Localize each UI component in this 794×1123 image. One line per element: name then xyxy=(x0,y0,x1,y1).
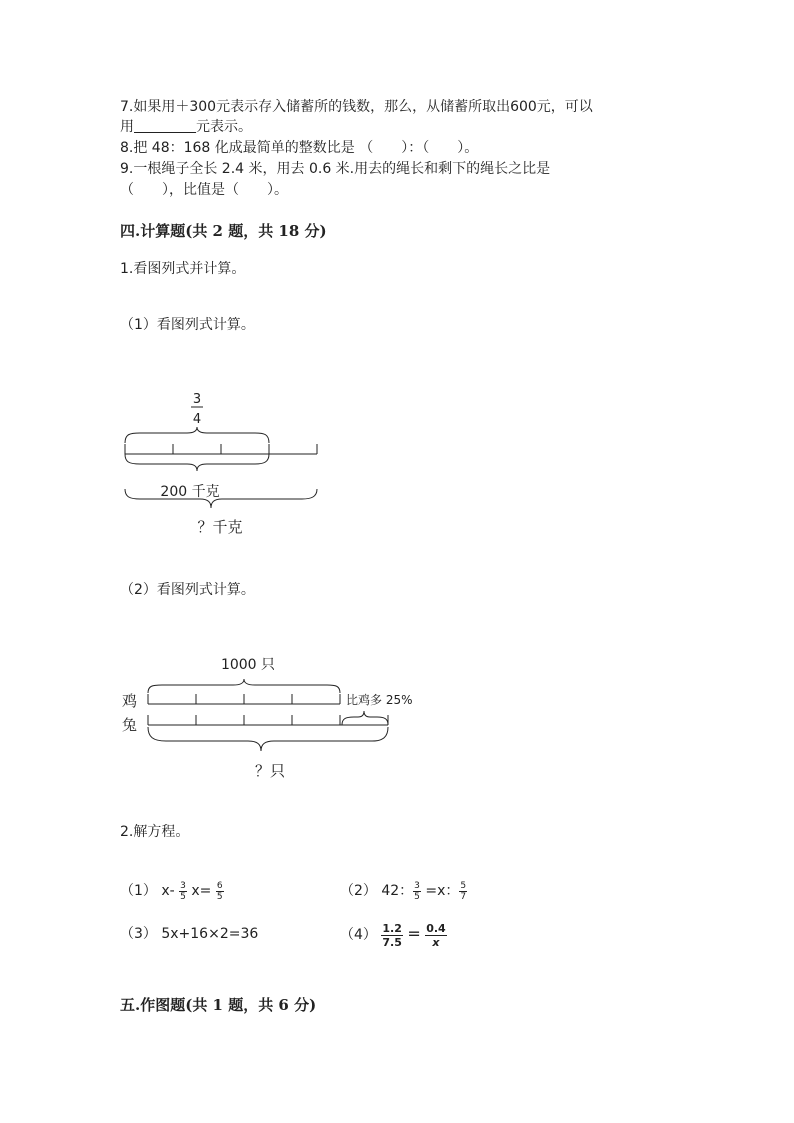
fig1-mass-label: 200 千克 xyxy=(160,484,220,500)
eq2-fraction-2 xyxy=(459,881,467,902)
eq4-fraction-2 xyxy=(425,922,447,949)
eq1-mid: x= xyxy=(186,883,212,899)
figure2-diagram xyxy=(110,645,430,795)
eq1-num: 3 xyxy=(180,880,186,891)
eq4-num: 1.2 xyxy=(382,921,402,935)
fig2-chicken-label: 鸡 xyxy=(122,692,138,710)
equation-4 xyxy=(340,918,447,950)
eq2-prefix: （2） 42： xyxy=(340,883,414,899)
section5-title: 五.作图题(共 1 题，共 6 分) xyxy=(120,996,317,1014)
eq1-num2: 6 xyxy=(216,880,223,891)
eq1-fraction-2 xyxy=(216,881,224,902)
section4-title: 四.计算题(共 2 题，共 18 分) xyxy=(120,222,327,240)
eq4-den: 7.5 xyxy=(382,935,402,949)
fig1-top-brace xyxy=(125,427,269,443)
eq2-den: 5 xyxy=(414,891,420,902)
fig2-top-brace xyxy=(148,679,340,693)
eq2-mid: =x： xyxy=(420,883,460,899)
equation-2 xyxy=(340,876,467,906)
eq4-num2: 0.4 xyxy=(426,921,446,935)
q8-text: 8.把 48：168 化成最简单的整数比是 （ ）：（ ）。 xyxy=(120,140,479,156)
fig1-bottom-brace xyxy=(125,489,317,508)
calc2-title: 2.解方程。 xyxy=(120,824,190,840)
q7-line2 xyxy=(120,117,252,137)
equation-1 xyxy=(120,876,224,906)
q9-line1: 9.一根绳子全长 2.4 米，用去 0.6 米.用去的绳长和剩下的绳长之比是 xyxy=(120,161,551,177)
fig1-fraction-numerator: 3 xyxy=(192,392,202,407)
eq4-den2: x xyxy=(432,935,440,949)
eq4-fraction xyxy=(381,922,403,949)
calc1-title: 1.看图列式并计算。 xyxy=(120,261,246,277)
calc1-sub2: （2）看图列式计算。 xyxy=(120,582,255,598)
figure1-diagram xyxy=(110,385,350,545)
q7-line2-start: 用 xyxy=(120,119,134,135)
eq4-prefix: （4） xyxy=(340,927,377,943)
q7-line2-end: 元表示。 xyxy=(196,119,252,135)
eq1-fraction xyxy=(179,881,187,902)
fig1-question-label: ？千克 xyxy=(197,518,243,536)
fig2-bottom-brace xyxy=(148,727,388,751)
eq2-num: 3 xyxy=(414,880,420,891)
eq1-den2: 5 xyxy=(216,891,223,902)
equation-3: （3） 5x+16×2=36 xyxy=(120,926,259,942)
q7-line1: 7.如果用＋300元表示存入储蓄所的钱数，那么，从储蓄所取出600元，可以 xyxy=(120,99,593,115)
calc1-sub1: （1）看图列式计算。 xyxy=(120,317,255,333)
eq2-num2: 5 xyxy=(460,880,467,891)
eq2-den2: 7 xyxy=(460,891,467,902)
fig2-rabbit-label: 兔 xyxy=(122,716,138,734)
fig1-lower-brace xyxy=(125,454,269,471)
q7-answer-blank[interactable] xyxy=(134,118,196,133)
fig2-more-label: 比鸡多 25% xyxy=(346,693,413,707)
fig2-top-label: 1000 只 xyxy=(220,657,276,673)
eq4-equals: = xyxy=(407,924,421,943)
fig2-question-label: ？只 xyxy=(254,762,286,780)
eq2-fraction xyxy=(413,881,421,902)
q9-line2: （ ），比值是（ ）。 xyxy=(120,182,288,198)
fig1-fraction-denominator: 4 xyxy=(192,412,202,427)
fig2-extra-brace xyxy=(342,711,388,725)
eq1-den: 5 xyxy=(180,891,186,902)
eq1-prefix: （1） x- xyxy=(120,883,175,899)
